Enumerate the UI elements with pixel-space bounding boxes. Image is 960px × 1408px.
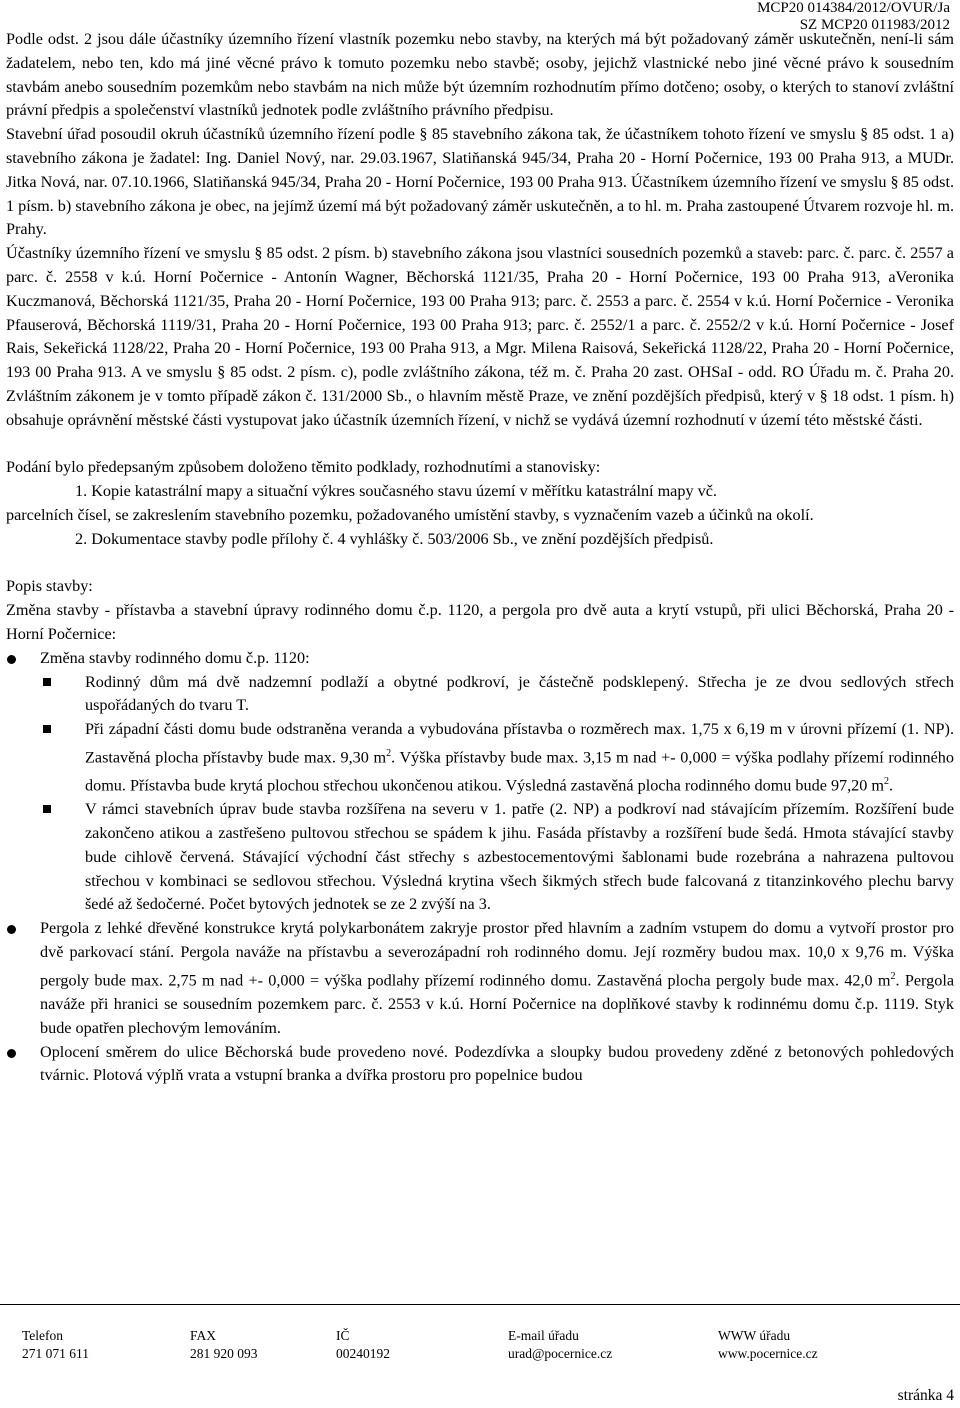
building-description-list — [6, 647, 954, 1089]
document-item-1-rest: parcelních čísel, se zakreslením stavebního pozemku, požadovaného umístění stavby, s vyznačením vazeb a účinků na okolí. — [6, 505, 814, 524]
footer-phone: Telefon 271 071 611 — [22, 1328, 89, 1361]
footer-ic: IČ 00240192 — [336, 1328, 390, 1361]
document-body — [6, 28, 954, 1088]
footer-fax: FAX 281 920 093 — [190, 1328, 258, 1361]
footer-divider — [0, 1304, 960, 1305]
email-link[interactable]: urad@pocernice.cz — [508, 1346, 613, 1361]
reference-number: MCP20 014384/2012/OVUR/Ja — [757, 0, 950, 16]
footer-www: WWW úřadu www.pocernice.cz — [718, 1328, 818, 1361]
document-item-2: 2. Dokumentace stavby podle přílohy č. 4 vyhlášky č. 503/2006 Sb., ve znění pozdějších předpisů. — [75, 529, 714, 548]
list-item-fence: Oplocení směrem do ulice Běchorská bude provedeno nové. Podezdívka a sloupky budou provedeny zděné z betonových pohledových tvárnic. Plotová výplň vrata a vstupní branka a dvířka prostoru pro popelnice budou — [6, 1041, 954, 1089]
sublist-item-renovation: V rámci stavebních úprav bude stavba rozšířena na severu v 1. patře (2. NP) a podkroví nad stávajícím přízemím. Rozšíření bude zakončeno atikou a zastřešeno pultovou střechou se spádem k jihu. Fasáda přístavby a rozšíření bude šedá. Hmota stávající stavby bude cihlově červená. Stávající východní část střechy s azbestocementovými šablonami bude rozebrána a nahrazena pultovou střechou v kombinaci se sedlovou střechou. Výsledná krytina všech šikmých střech bude falcovaná z titanzinkového plechu barvy šedé až šedočerné. Počet bytových jednotek se ze 2 zvýší na 3. — [40, 798, 954, 917]
footer-email: E-mail úřadu urad@pocernice.cz — [508, 1328, 613, 1361]
paragraph-participants-definition: Podle odst. 2 jsou dále účastníky územního řízení vlastník pozemku nebo stavby, na kterých má být požadovaný záměr uskutečněn, není-li sám žadatelem, nebo ten, kdo má jiné věcné právo k tomuto pozemku nebo stavbě; osoby, jejichž vlastnické nebo jiné věcné právo k sousedním stavbám anebo sousedním pozemkům nebo stavbám na nich může být územním rozhodnutím přímo dotčeno; osoby, o kterých to stanoví zvláštní právní předpis a společenství vlastníků jednotek podle zvláštního právního předpisu. — [6, 30, 954, 120]
house-change-sublist — [40, 671, 954, 918]
section-heading-popis-stavby: Popis stavby: — [6, 577, 93, 596]
sublist-item-existing-house: Rodinný dům má dvě nadzemní podlaží a obytné podkroví, je částečně podsklepený. Střecha je ze dvou sedlových střech uspořádaných do tvaru T. — [40, 671, 954, 719]
list-item-house-change — [6, 647, 954, 918]
page-number: stránka 4 — [897, 1387, 954, 1404]
document-item-1-lead: 1. Kopie katastrální mapy a situační výkres současného stavu území v měřítku katastrální mapy vč. — [75, 482, 717, 501]
spacer — [6, 552, 954, 576]
file-number: SZ MCP20 011983/2012 — [799, 17, 950, 33]
list-item-pergola: Pergola z lehké dřevěné konstrukce krytá polykarbonátem zakryje prostor před hlavním a zadním vstupem do domu a vytvoří prostor pro dvě parkovací stání. Pergola naváže na přístavbu a severozápadní roh rodinného domu. Její rozměry budou max. 10,0 x 9,76 m. Výška pergoly bude max. 2,75 m nad +- 0,000 = výška podlahy přízemí rodinného domu. Zastavěná plocha pergoly bude max. 42,0 $m^2$. Pergola naváže při hranici se sousedním pozemkem parc. č. 2553 v k.ú. Horní Počernice na doplňkové stavby k rodinnému domu č.p. 1119. Styk bude opatřen plechovým lemováním. — [6, 917, 954, 1040]
spacer — [6, 433, 954, 457]
paragraph-participants-85-2: Účastníky územního řízení ve smyslu § 85 odst. 2 písm. b) stavebního zákona jsou vlastníci sousedních pozemků a staveb: parc. č. parc. č. 2557 a parc. č. 2558 v k.ú. Horní Počernice - Antonín Wagner, Běchorská 1121/35, Praha 20 - Horní Počernice, 193 00 Praha 913, aVeronika Kuczmanová, Běchorská 1121/35, Praha 20 - Horní Počernice, 193 00 Praha 913; parc. č. 2553 a parc. č. 2554 v k.ú. Horní Počernice - Veronika Pfauserová, Běchorská 1119/31, Praha 20 - Horní Počernice, 193 00 Praha 913; parc. č. 2552/1 a parc. č. 2552/2 v k.ú. Horní Počernice - Josef Rais, Sekeřická 1128/22, Praha 20 - Horní Počernice, 193 00 Praha 913, a Mgr. Milena Raisová, Sekeřická 1128/22, Praha 20 - Horní Počernice, 193 00 Praha 913. A ve smyslu § 85 odst. 2 písm. c), podle zvláštního zákona, též m. č. Praha 20 zast. OHSaI - odd. RO Úřadu m. č. Praha 20. Zvláštním zákonem je v tomto případě zákon č. 131/2000 Sb., o hlavním městě Praze, ve znění pozdějších předpisů, který v § 18 odst. 1 písm. h) obsahuje oprávnění městské části vystupovat jako účastník územních řízení, v nichž se vydává územní rozhodnutí v území této městské části. — [6, 244, 954, 429]
paragraph-participants-85-1: Stavební úřad posoudil okruh účastníků územního řízení podle § 85 stavebního zákona tak, že účastníkem tohoto řízení ve smyslu § 85 odst. 1 a) stavebního zákona je žadatel: Ing. Daniel Nový, nar. 29.03.1967, Slatiňanská 945/34, Praha 20 - Horní Počernice, 193 00 Praha 913, a MUDr. Jitka Nová, nar. 07.10.1966, Slatiňanská 945/34, Praha 20 - Horní Počernice, 193 00 Praha 913. Účastníkem územního řízení ve smyslu § 85 odst. 1 písm. b) stavebního zákona je obec, na jejímž území má být požadovaný záměr uskutečněn, a to hl. m. Praha zastoupené Útvarem rozvoje hl. m. Prahy. — [6, 125, 954, 239]
list-item-title: Změna stavby rodinného domu č.p. 1120: — [40, 648, 310, 667]
paragraph-submission-documents: Podání bylo předepsaným způsobem doloženo těmito podklady, rozhodnutími a stanovisky: — [6, 458, 601, 477]
website-link[interactable]: www.pocernice.cz — [718, 1346, 818, 1361]
paragraph-building-intro: Změna stavby - přístavba a stavební úpravy rodinného domu č.p. 1120, a pergola pro dvě auta a krytí vstupů, při ulici Běchorská, Praha 20 - Horní Počernice: — [6, 601, 954, 643]
sublist-item-extension: Při západní části domu bude odstraněna veranda a vybudována přístavba o rozměrech max. 1,75 x 6,19 m v úrovni přízemí (1. NP). Zastavěná plocha přístavby bude max. 9,30 $m^2$. Výška přístavby bude max. 3,15 m nad +- 0,000 = výška podlahy přízemí rodinného domu. Přístavba bude krytá plochou střechou ukončenou atikou. Výsledná zastavěná plocha rodinného domu bude 97,20 $m^2$. — [40, 718, 954, 798]
